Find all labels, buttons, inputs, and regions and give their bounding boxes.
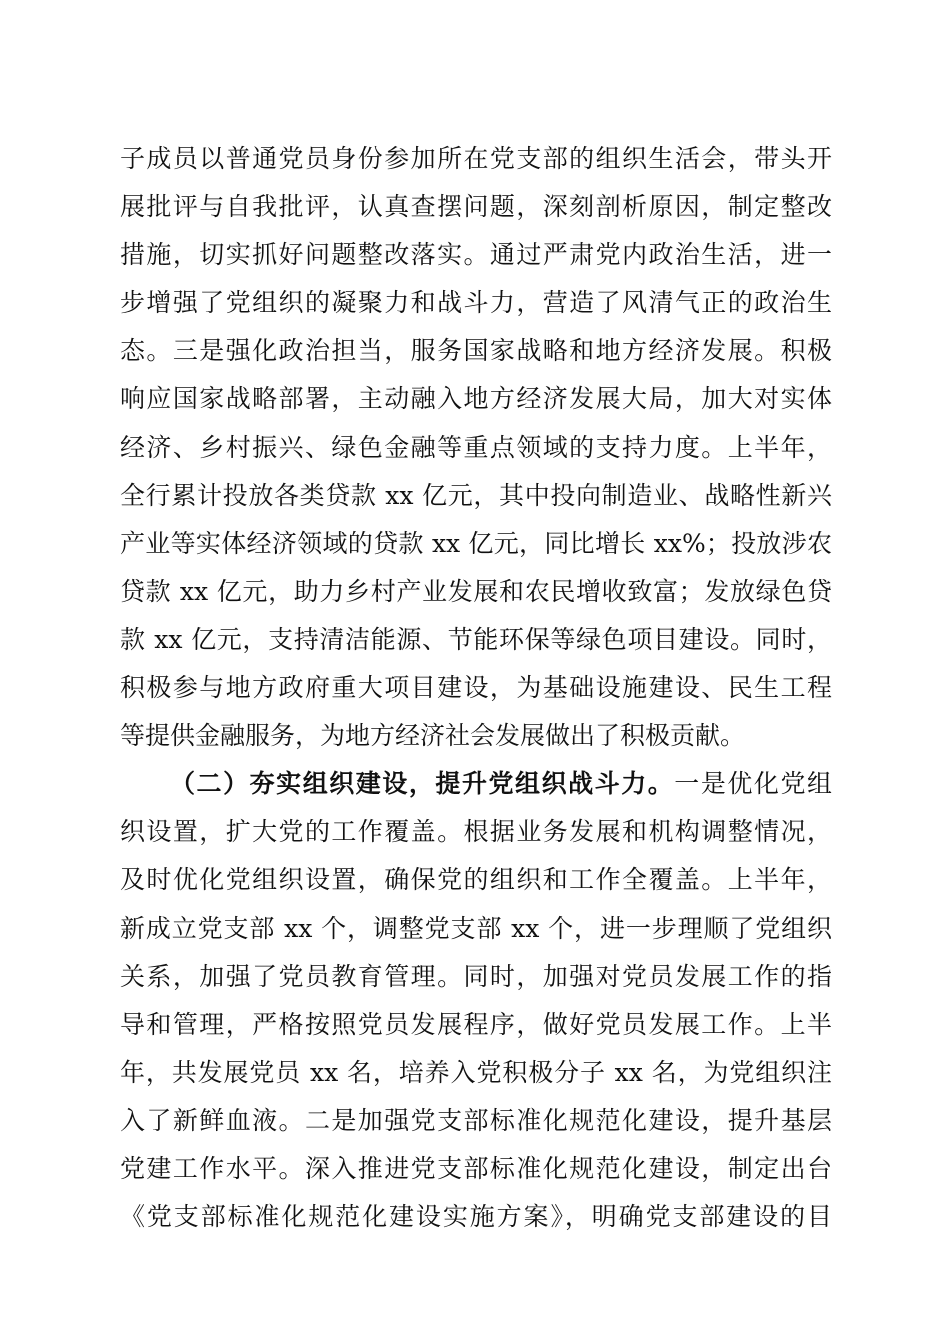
text-line: 及时优化党组织设置，确保党的组织和工作全覆盖。上半年， (120, 865, 832, 895)
text-line: 新成立党支部 xx 个，调整党支部 xx 个，进一步理顺了党组织 (120, 913, 832, 943)
text-line: 态。三是强化政治担当，服务国家战略和地方经济发展。积极 (120, 336, 832, 366)
text-line: 年，共发展党员 xx 名，培养入党积极分子 xx 名，为党组织注 (120, 1057, 832, 1087)
text-line: 款 xx 亿元，支持清洁能源、节能环保等绿色项目建设。同时， (120, 624, 832, 654)
text-line: 展批评与自我批评，认真查摆问题，深刻剖析原因，制定整改 (120, 192, 832, 222)
text-line: 积极参与地方政府重大项目建设，为基础设施建设、民生工程 (120, 673, 832, 703)
text-line: 关系，加强了党员教育管理。同时，加强对党员发展工作的指 (120, 961, 832, 991)
text-line: 全行累计投放各类贷款 xx 亿元，其中投向制造业、战略性新兴 (120, 480, 832, 510)
text-line: 等提供金融服务，为地方经济社会发展做出了积极贡献。 (120, 721, 746, 751)
text-line: 产业等实体经济领域的贷款 xx 亿元，同比增长 xx%；投放涉农 (120, 528, 832, 558)
section-heading-line (120, 760, 832, 808)
text-line: 入了新鲜血液。二是加强党支部标准化规范化建设，提升基层 (120, 1105, 832, 1135)
text-line: 党建工作水平。深入推进党支部标准化规范化建设，制定出台 (120, 1153, 832, 1183)
text-line: 织设置，扩大党的工作覆盖。根据业务发展和机构调整情况， (120, 817, 832, 847)
text-line: 贷款 xx 亿元，助力乡村产业发展和农民增收致富；发放绿色贷 (120, 576, 832, 606)
text-line: 子成员以普通党员身份参加所在党支部的组织生活会，带头开 (120, 144, 832, 173)
section-heading: （二）夯实组织建设，提升党组织战斗力。 (170, 769, 675, 799)
text-line: 《党支部标准化规范化建设实施方案》，明确党支部建设的目 (120, 1202, 832, 1232)
text-line: 导和管理，严格按照党员发展程序，做好党员发展工作。上半 (120, 1009, 832, 1039)
text-line: 措施，切实抓好问题整改落实。通过严肃党内政治生活，进一 (120, 240, 832, 270)
text-line: 经济、乡村振兴、绿色金融等重点领域的支持力度。上半年， (120, 432, 832, 462)
text-line: 步增强了党组织的凝聚力和战斗力，营造了风清气正的政治生 (120, 288, 832, 318)
document-body (120, 135, 832, 1241)
text-fragment: 一是优化党组 (674, 769, 832, 799)
text-line: 响应国家战略部署，主动融入地方经济发展大局，加大对实体 (120, 384, 832, 414)
